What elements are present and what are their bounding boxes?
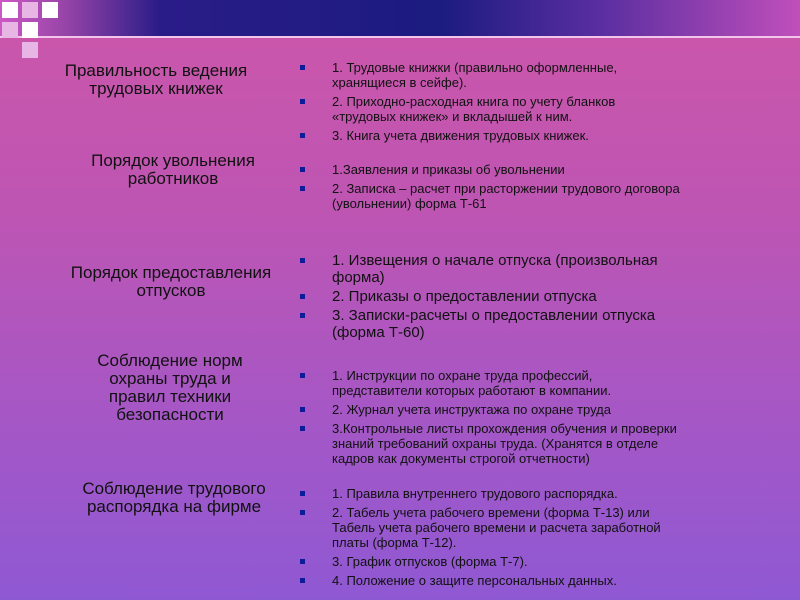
list-item: 1. Правила внутреннего трудового распорядка. bbox=[296, 486, 661, 501]
list-item: 1.Заявления и приказы об увольнении bbox=[296, 162, 680, 177]
header-divider bbox=[0, 36, 800, 38]
bullet-icon bbox=[300, 407, 305, 412]
list-item: 3. Записки-расчеты о предоставлении отпуска (форма Т-60) bbox=[296, 307, 658, 341]
bullet-icon bbox=[300, 133, 305, 138]
list-item: 3. График отпусков (форма Т-7). bbox=[296, 554, 661, 569]
list-item: 2. Журнал учета инструктажа по охране труда bbox=[296, 402, 677, 417]
bullet-icon bbox=[300, 65, 305, 70]
bullet-icon bbox=[300, 559, 305, 564]
bullet-icon bbox=[300, 294, 305, 299]
list-item: 3. Книга учета движения трудовых книжек. bbox=[296, 128, 617, 143]
bullet-icon bbox=[300, 510, 305, 515]
bullet-icon bbox=[300, 491, 305, 496]
section-label-safety: Соблюдение норм охраны труда и правил техники безопасности bbox=[97, 351, 243, 424]
decor-square bbox=[42, 2, 58, 18]
section-label-labor-books: Правильность ведения трудовых книжек bbox=[64, 61, 248, 98]
list-item: 2. Записка – расчет при расторжении трудового договора (увольнении) форма Т-61 bbox=[296, 181, 680, 211]
decor-square bbox=[22, 22, 38, 38]
section-list-vacations bbox=[296, 252, 658, 343]
bullet-icon bbox=[300, 313, 305, 318]
list-item: 3.Контрольные листы прохождения обучения и проверки знаний требований охраны труда. (Хранятся в отделе кадров как документы строгой отчетности) bbox=[296, 421, 677, 466]
section-list-work-schedule bbox=[296, 486, 661, 592]
section-list-dismissal bbox=[296, 162, 680, 215]
list-item: 2. Приказы о предоставлении отпуска bbox=[296, 288, 658, 305]
list-item: 2. Табель учета рабочего времени (форма Т-13) или Табель учета рабочего времени и расчета заработной платы (форма Т-12). bbox=[296, 505, 661, 550]
decor-square bbox=[22, 2, 38, 18]
section-label-vacations: Порядок предоставления отпусков bbox=[70, 263, 272, 300]
section-label-work-schedule: Соблюдение трудового распорядка на фирме bbox=[82, 479, 266, 516]
bullet-icon bbox=[300, 186, 305, 191]
list-item: 1. Инструкции по охране труда профессий, представители которых работают в компании. bbox=[296, 368, 677, 398]
section-list-labor-books bbox=[296, 60, 617, 147]
decor-square bbox=[22, 42, 38, 58]
bullet-icon bbox=[300, 426, 305, 431]
decor-square bbox=[2, 2, 18, 18]
bullet-icon bbox=[300, 258, 305, 263]
decor-square bbox=[2, 22, 18, 38]
section-list-safety bbox=[296, 368, 677, 470]
bullet-icon bbox=[300, 167, 305, 172]
bullet-icon bbox=[300, 99, 305, 104]
bullet-icon bbox=[300, 578, 305, 583]
list-item: 2. Приходно-расходная книга по учету бланков «трудовых книжек» и вкладышей к ним. bbox=[296, 94, 617, 124]
section-label-dismissal: Порядок увольнения работников bbox=[91, 151, 255, 188]
list-item: 4. Положение о защите персональных данных. bbox=[296, 573, 661, 588]
bullet-icon bbox=[300, 373, 305, 378]
list-item: 1. Трудовые книжки (правильно оформленные, хранящиеся в сейфе). bbox=[296, 60, 617, 90]
list-item: 1. Извещения о начале отпуска (произвольная форма) bbox=[296, 252, 658, 286]
header-band bbox=[0, 0, 800, 36]
